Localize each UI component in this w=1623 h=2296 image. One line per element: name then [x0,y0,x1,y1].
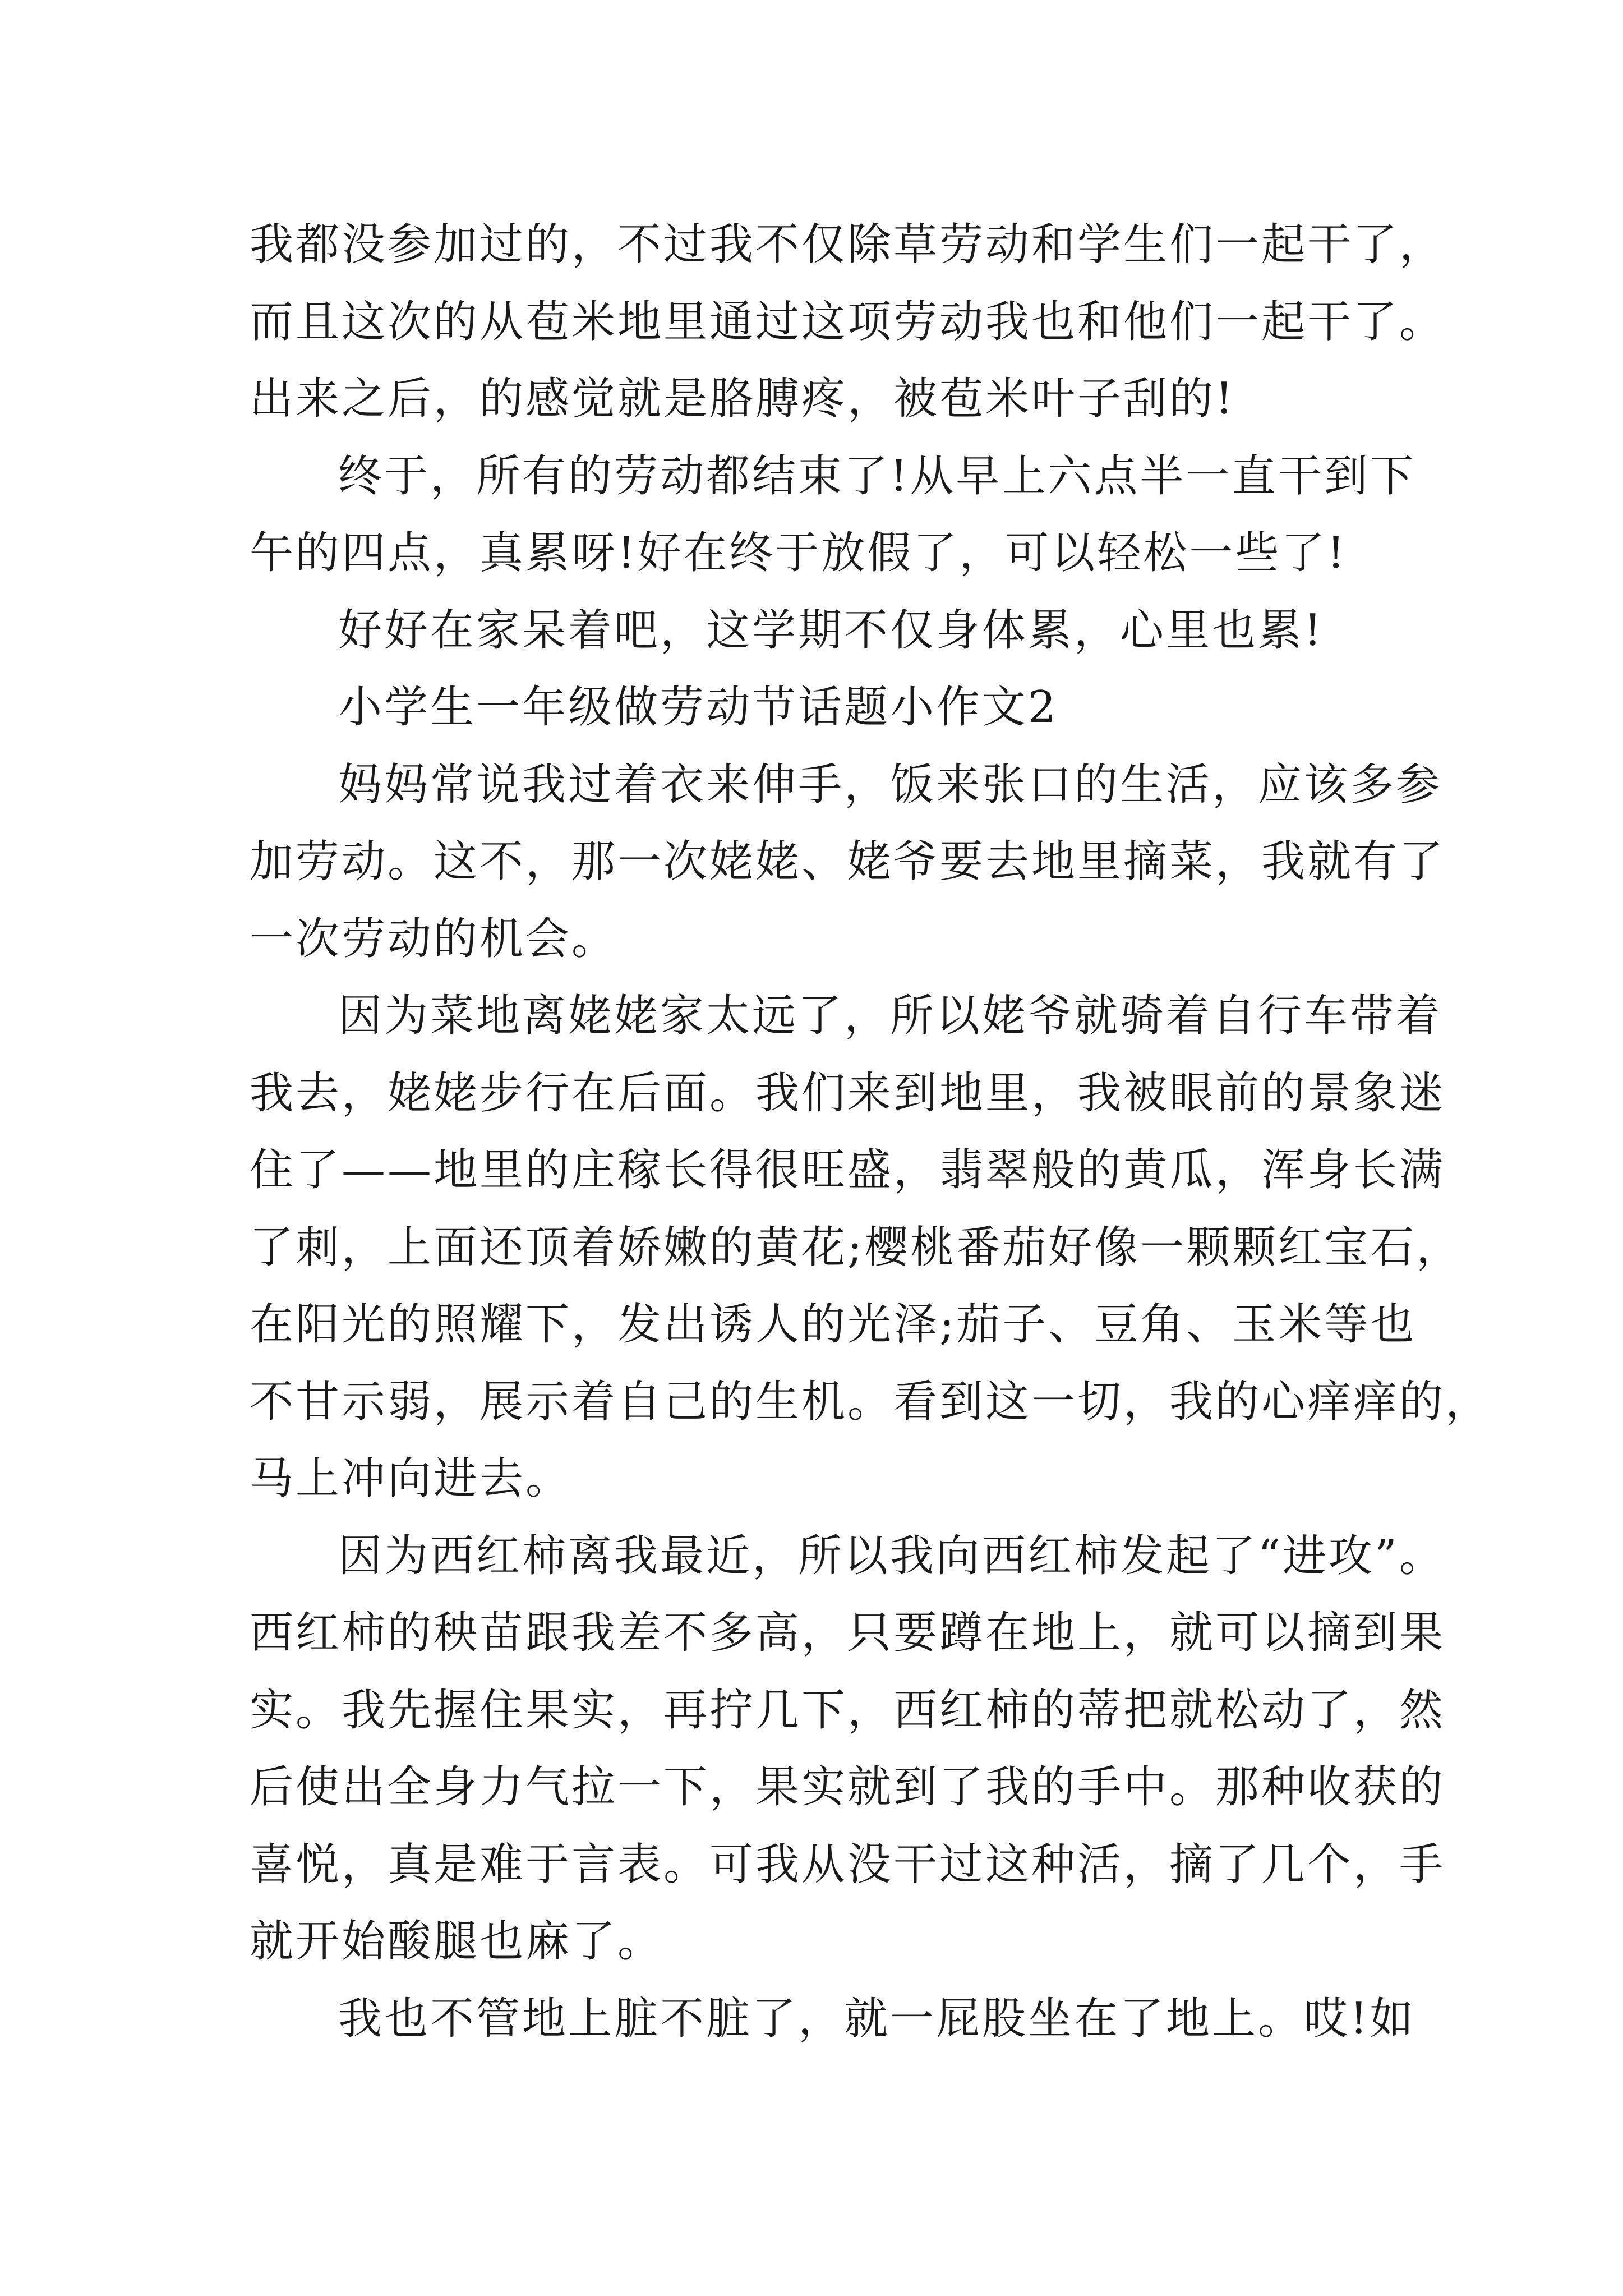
text-line: 就开始酸腿也麻了。 [250,1916,664,1967]
paragraph-start-line: 因为菜地离姥姥家太远了，所以姥爷就骑着自行车带着 [338,991,1442,1041]
text-line: 住了——地里的庄稼长得很旺盛，翡翠般的黄瓜，浑身长满 [250,1145,1446,1195]
text-line: 后使出全身力气拉一下，果实就到了我的手中。那种收获的 [250,1762,1446,1812]
text-line: 而且这次的从苞米地里通过这项劳动我也和他们一起干了。 [250,296,1446,347]
text-line: 实。我先握住果实，再拧几下，西红柿的蒂把就松动了，然 [250,1685,1446,1736]
text-line: 加劳动。这不，那一次姥姥、姥爷要去地里摘菜，我就有了 [250,836,1446,887]
text-line: 我去，姥姥步行在后面。我们来到地里，我被眼前的景象迷 [250,1068,1446,1119]
text-line: 了刺，上面还顶着娇嫩的黄花;樱桃番茄好像一颗颗红宝石， [250,1222,1463,1273]
text-line: 西红柿的秧苗跟我差不多高，只要蹲在地上，就可以摘到果 [250,1608,1446,1658]
text-line: 午的四点，真累呀!好在终于放假了，可以轻松一些了! [250,528,1347,578]
text-line: 我都没参加过的，不过我不仅除草劳动和学生们一起干了， [250,219,1446,270]
document-body [250,206,1492,2058]
section-heading: 小学生一年级做劳动节话题小作文2 [338,682,1058,733]
paragraph-start-line: 终于，所有的劳动都结束了!从早上六点半一直干到下 [338,450,1416,501]
text-line: 一次劳动的机会。 [250,913,618,964]
paragraph-start-line: 因为西红柿离我最近，所以我向西红柿发起了“进攻”。 [338,1530,1445,1581]
paragraph-start-line: 妈妈常说我过着衣来伸手，饭来张口的生活，应该多参 [338,759,1442,810]
text-line: 马上冲向进去。 [250,1453,572,1504]
text-line: 出来之后，的感觉就是胳膊疼，被苞米叶子刮的! [250,374,1235,424]
text-line: 喜悦，真是难于言表。可我从没干过这种活，摘了几个，手 [250,1839,1446,1890]
text-line: 不甘示弱，展示着自己的生机。看到这一切，我的心痒痒的， [250,1376,1492,1427]
text-line: 在阳光的照耀下，发出诱人的光泽;茄子、豆角、玉米等也 [250,1299,1417,1350]
paragraph-start-line: 好好在家呆着吧，这学期不仅身体累，心里也累! [338,605,1324,656]
paragraph-start-line: 我也不管地上脏不脏了，就一屁股坐在了地上。哎!如 [338,1993,1416,2044]
